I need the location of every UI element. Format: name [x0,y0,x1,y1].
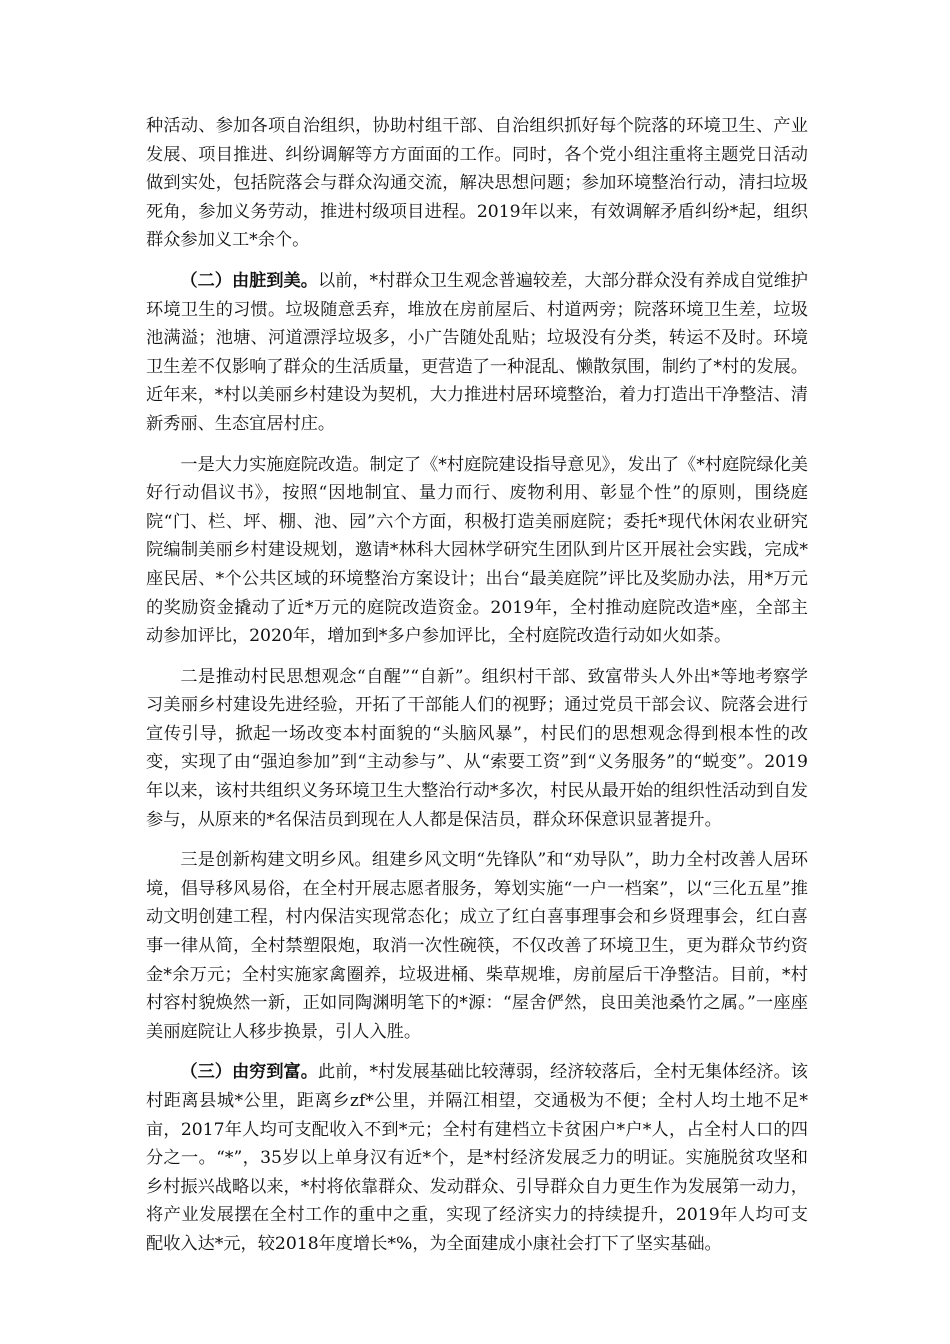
paragraph-1-text: 种活动、参加各项自治组织，协助村组干部、自治组织抓好每个院落的环境卫生、产业发展、项目推进、纠纷调解等方方面面的工作。同时，各个党小组注重将主题党日活动做到实处，包括院落会与群众沟通交流，解决思想问题；参加环境整治行动，清扫垃圾死角，参加义务劳动，推进村级项目进程。2019年以来，有效调解矛盾纠纷*起，组织群众参加义工*余个。 [146,116,808,251]
document-page [146,112,808,1271]
paragraph-3 [146,451,808,651]
paragraph-3-text: 一是大力实施庭院改造。制定了《*村庭院建设指导意见》，发出了《*村庭院绿化美好行动倡议书》，按照“因地制宜、量力而行、废物利用、彰显个性”的原则，围绕庭院“门、栏、坪、棚、池、园”六个方面，积极打造美丽庭院；委托*现代休闲农业研究院编制美丽乡村建设规划，邀请*林科大园林学研究生团队到片区开展社会实践，完成*座民居、*个公共区域的环境整治方案设计；出台“最美庭院”评比及奖励办法，用*万元的奖励资金撬动了近*万元的庭院改造资金。2019年，全村推动庭院改造*座，全部主动参加评比，2020年，增加到*多户参加评比，全村庭院改造行动如火如荼。 [146,454,808,647]
paragraph-1 [146,112,808,255]
paragraph-4 [146,663,808,835]
paragraph-4-text: 二是推动村民思想观念“自醒”“自新”。组织村干部、致富带头人外出*等地考察学习美丽乡村建设先进经验，开拓了干部能人们的视野；通过党员干部会议、院落会进行宣传引导，掀起一场改变本村面貌的“头脑风暴”，村民们的思想观念得到根本性的改变，实现了由“强迫参加”到“主动参与”、从“索要工资”到“义务服务”的“蜕变”。2019年以来，该村共组织义务环境卫生大整治行动*多次，村民从最开始的组织性活动到自发参与，从原来的*名保洁员到现在人人都是保洁员，群众环保意识显著提升。 [146,666,808,830]
section-heading-2: （二）由脏到美。 [180,270,318,291]
paragraph-2 [146,267,808,439]
paragraph-5 [146,846,808,1046]
paragraph-6 [146,1058,808,1258]
paragraph-6-text: 此前，*村发展基础比较薄弱，经济较落后，全村无集体经济。该村距离县城*公里，距离乡zf*公里，并隔江相望，交通极为不便；全村人均土地不足*亩，2017年人均可支配收入不到*元；全村有建档立卡贫困户*户*人，占全村人口的四分之一。“*”，35岁以上单身汉有近*个，是*村经济发展乏力的明证。实施脱贫攻坚和乡村振兴战略以来，*村将依靠群众、发动群众、引导群众自力更生作为发展第一动力，将产业发展摆在全村工作的重中之重，实现了经济实力的持续提升，2019年人均可支配收入达*元，较2018年度增长*%，为全面建成小康社会打下了坚实基础。 [146,1062,808,1254]
paragraph-5-text: 三是创新构建文明乡风。组建乡风文明“先锋队”和“劝导队”，助力全村改善人居环境，倡导移风易俗，在全村开展志愿者服务，筹划实施“一户一档案”，以“三化五星”推动文明创建工程，村内保洁实现常态化；成立了红白喜事理事会和乡贤理事会，红白喜事一律从简，全村禁塑限炮，取消一次性碗筷，不仅改善了环境卫生，更为群众节约资金*余万元；全村实施家禽圈养，垃圾进桶、柴草规堆，房前屋后干净整洁。目前，*村村容村貌焕然一新，正如同陶渊明笔下的*源：“屋舍俨然，良田美池桑竹之属。”一座座美丽庭院让人移步换景，引人入胜。 [146,850,808,1042]
paragraph-2-text: 以前，*村群众卫生观念普遍较差，大部分群众没有养成自觉维护环境卫生的习惯。垃圾随意丢弃，堆放在房前屋后、村道两旁；院落环境卫生差，垃圾池满溢；池塘、河道漂浮垃圾多，小广告随处乱贴；垃圾没有分类，转运不及时。环境卫生差不仅影响了群众的生活质量，更营造了一种混乱、懒散氛围，制约了*村的发展。近年来，*村以美丽乡村建设为契机，大力推进村居环境整治，着力打造出干净整洁、清新秀丽、生态宜居村庄。 [146,270,808,434]
section-heading-3: （三）由穷到富。 [180,1062,318,1083]
